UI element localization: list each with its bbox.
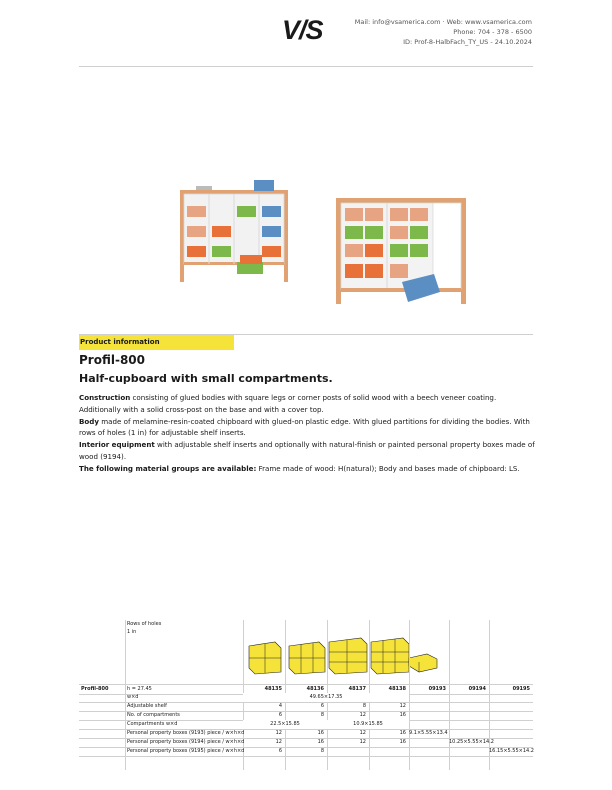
thumbnail-48136 — [287, 636, 327, 676]
table-cell: 10.25×5.55×14.2 — [449, 739, 494, 745]
merged-cell: 22.5×15.85 — [243, 720, 327, 729]
article-number: 48138 — [388, 686, 406, 692]
thumbnail-09193 — [407, 650, 439, 674]
product-label: Profil-800 — [81, 686, 109, 692]
body-label: Body — [79, 416, 99, 426]
hole-spacing-label: 1 in — [127, 629, 137, 635]
product-name: Profil-800 — [79, 353, 145, 367]
table-cell: 16.15×5.55×14.2 — [489, 748, 534, 754]
body-text: made of melamine-resin-coated chipboard with glued-on plastic edge. With glued partitions for dividing the bodies. With rows of holes (1 in) for adjustable shelf inserts. — [79, 416, 530, 438]
article-number: 48136 — [306, 686, 324, 692]
product-description — [79, 392, 535, 475]
row-label: Personal property boxes (9195) piece / w×h×d — [127, 748, 245, 754]
article-number: 48135 — [264, 686, 282, 692]
construction-text: consisting of glued bodies with square legs or corner posts of solid wood with a beech veneer coating. Additionally with a solid cross-post on the base and with a cover top. — [79, 393, 497, 414]
table-cell: 6 — [278, 712, 282, 718]
materials-label: The following material groups are available: — [79, 463, 257, 473]
table-row — [79, 747, 533, 757]
row-label: Adjustable shelf — [127, 703, 167, 709]
table-cell: 12 — [275, 730, 282, 736]
table-cell: 6 — [278, 748, 282, 754]
table-cell: 9.1×5.55×13.4 — [409, 730, 448, 736]
materials-text: Frame made of wood: H(natural); Body and bases made of chipboard: LS. — [256, 463, 520, 473]
header-divider — [79, 66, 533, 67]
phone-line: Phone: 704 - 378 - 6500 — [453, 28, 532, 36]
rows-of-holes-label: Rows of holes — [127, 621, 162, 627]
row-label: Personal property boxes (9194) piece / w×h×d — [127, 739, 245, 745]
table-cell: 16 — [317, 730, 324, 736]
table-cell: 12 — [359, 730, 366, 736]
table-cell: 12 — [359, 739, 366, 745]
thumbnail-48135 — [245, 636, 285, 676]
thumbnail-48138 — [369, 634, 411, 676]
table-cell: 8 — [362, 703, 366, 709]
row-label: w×d — [127, 694, 139, 700]
thumbnail-48137 — [327, 634, 369, 676]
product-info-tag: Product information — [79, 335, 234, 350]
id-line: ID: Prof-8-HalbFach_TY_US - 24.10.2024 — [403, 38, 532, 46]
row-label: No. of compartments — [127, 712, 180, 718]
table-cell: 12 — [275, 739, 282, 745]
article-number: 48137 — [348, 686, 366, 692]
table-cell: 16 — [399, 739, 406, 745]
merged-cell: 10.9×15.85 — [327, 720, 409, 729]
table-cell: 12 — [359, 712, 366, 718]
merged-cell: 49.65×17.35 — [243, 693, 409, 702]
table-cell: 8 — [320, 712, 324, 718]
table-cell: 12 — [399, 703, 406, 709]
header-contact — [355, 17, 532, 47]
company-logo — [282, 14, 330, 44]
product-photo-open-shelf — [172, 178, 298, 286]
svg-text:V/S: V/S — [282, 15, 323, 44]
table-cell: 16 — [317, 739, 324, 745]
table-cell: 16 — [399, 730, 406, 736]
table-cell: 8 — [320, 748, 324, 754]
height-label: h = 27.45 — [127, 686, 152, 692]
construction-label: Construction — [79, 393, 131, 402]
table-cell: 4 — [278, 703, 282, 709]
table-cell: 6 — [320, 703, 324, 709]
article-number: 09195 — [512, 686, 530, 692]
table-cell: 16 — [399, 712, 406, 718]
row-label: Compartments w×d — [127, 721, 178, 727]
interior-label: Interior equipment — [79, 440, 155, 450]
product-subtitle: Half-cupboard with small compartments. — [79, 372, 333, 385]
article-number: 09194 — [468, 686, 486, 692]
interior-text: with adjustable shelf inserts and optionally with natural-finish or painted personal property boxes made of wood (9194). — [79, 440, 535, 461]
row-label: Personal property boxes (9193) piece / w×h×d — [127, 730, 245, 736]
article-number: 09193 — [428, 686, 446, 692]
contact-line: Mail: info@vsamerica.com · Web: www.vsamerica.com — [354, 18, 532, 26]
product-photo-with-door — [330, 196, 472, 308]
header-note — [127, 620, 161, 636]
